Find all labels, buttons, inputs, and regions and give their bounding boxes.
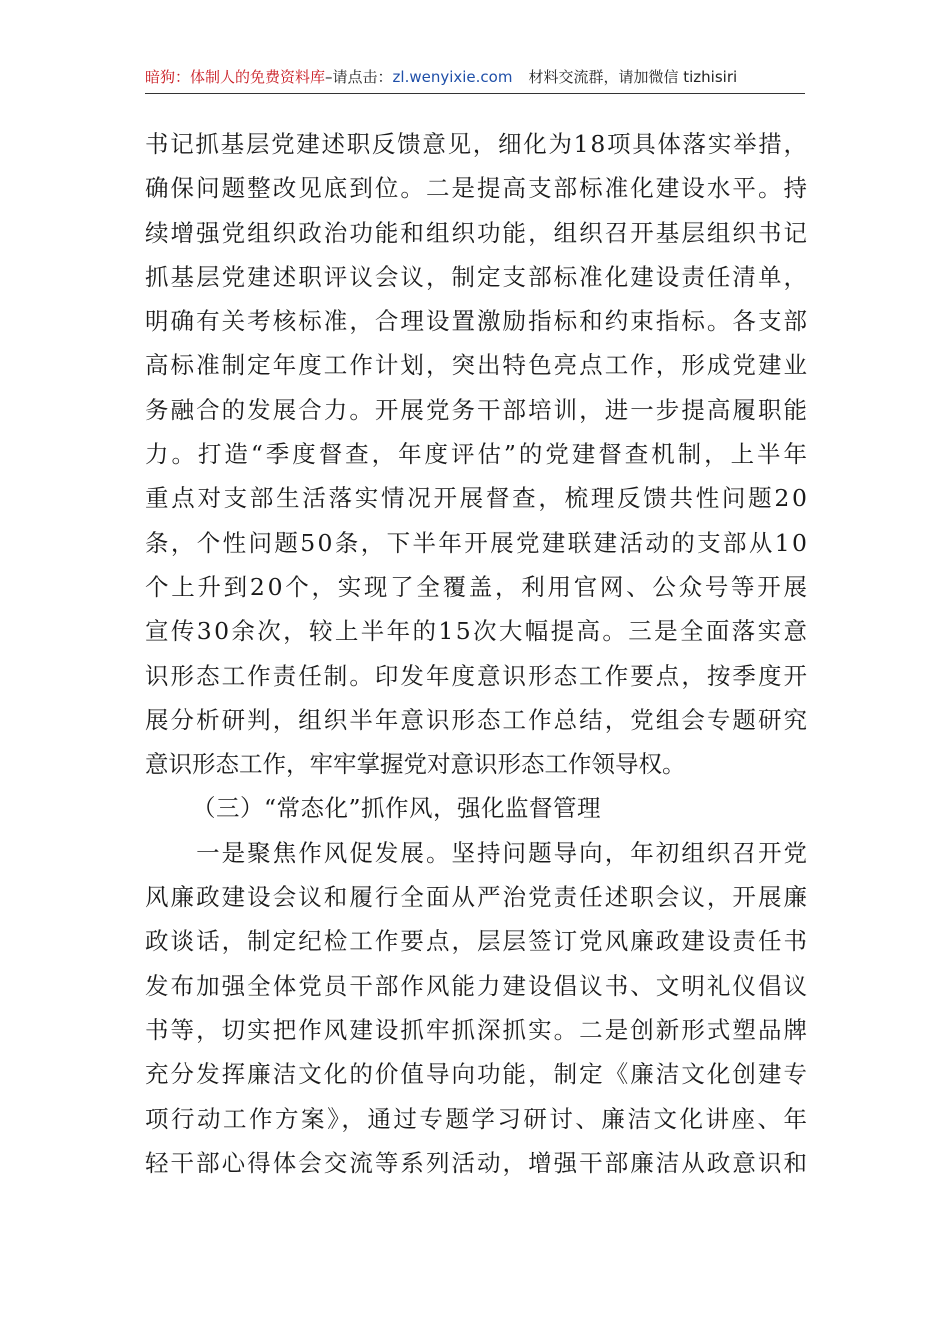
header-url-link[interactable]: zl.wenyixie.com: [392, 68, 513, 86]
paragraph-line: 续增强党组织政治功能和组织功能，组织召开基层组织书记: [145, 218, 810, 247]
paragraph-line: 力。打造“季度督查，年度评估”的党建督查机制，上半年: [145, 440, 810, 469]
paragraph-line: 明确有关考核标准，合理设置激励指标和约束指标。各支部: [145, 307, 810, 336]
paragraph-line: 政谈话，制定纪检工作要点，层层签订党风廉政建设责任书: [145, 927, 810, 956]
paragraph-line: 一是聚焦作风促发展。坚持问题导向，年初组织召开党: [145, 838, 810, 867]
paragraph-line: 项行动工作方案》，通过专题学习研讨、廉洁文化讲座、年: [145, 1104, 810, 1133]
paragraph-line: 展分析研判，组织半年意识形态工作总结，党组会专题研究: [145, 705, 810, 734]
paragraph-line: 重点对支部生活落实情况开展督查，梳理反馈共性问题20: [145, 484, 810, 513]
paragraph-line: 宣传30余次，较上半年的15次大幅提高。三是全面落实意: [145, 617, 810, 646]
paragraph-line: 抓基层党建述职评议会议，制定支部标准化建设责任清单，: [145, 262, 810, 291]
paragraph-line: 意识形态工作，牢牢掌握党对意识形态工作领导权。: [145, 750, 686, 779]
section-heading: （三）“常态化”抓作风，强化监督管理: [192, 794, 602, 823]
paragraph-line: 高标准制定年度工作计划，突出特色亮点工作，形成党建业: [145, 351, 810, 380]
paragraph-line: 识形态工作责任制。印发年度意识形态工作要点，按季度开: [145, 661, 810, 690]
header-divider: [145, 93, 805, 94]
paragraph-line: 条，个性问题50条，下半年开展党建联建活动的支部从10: [145, 528, 810, 557]
header-brand: 暗狗：体制人的免费资料库: [145, 68, 326, 86]
paragraph-line: 务融合的发展合力。开展党务干部培训，进一步提高履职能: [145, 395, 810, 424]
paragraph-line: 书记抓基层党建述职反馈意见，细化为18项具体落实举措，: [145, 130, 809, 158]
paragraph-line: 发布加强全体党员干部作风能力建设倡议书、文明礼仪倡议: [145, 971, 810, 1000]
paragraph-line: 风廉政建设会议和履行全面从严治党责任述职会议，开展廉: [145, 883, 810, 912]
paragraph-line: 轻干部心得体会交流等系列活动，增强干部廉洁从政意识和: [145, 1148, 810, 1177]
paragraph-line: 充分发挥廉洁文化的价值导向功能，制定《廉洁文化创建专: [145, 1060, 810, 1089]
paragraph-line: 书等，切实把作风建设抓牢抓深抓实。二是创新形式塑品牌: [145, 1015, 810, 1044]
header-contact: 材料交流群，请加微信 tizhisiri: [528, 68, 738, 86]
paragraph-line: 确保问题整改见底到位。二是提高支部标准化建设水平。持: [145, 174, 810, 203]
paragraph-line: 个上升到20个，实现了全覆盖，利用官网、公众号等开展: [145, 572, 810, 601]
header-prompt: –请点击：: [325, 68, 393, 86]
page-header: [145, 64, 805, 90]
document-body: [145, 122, 820, 1185]
